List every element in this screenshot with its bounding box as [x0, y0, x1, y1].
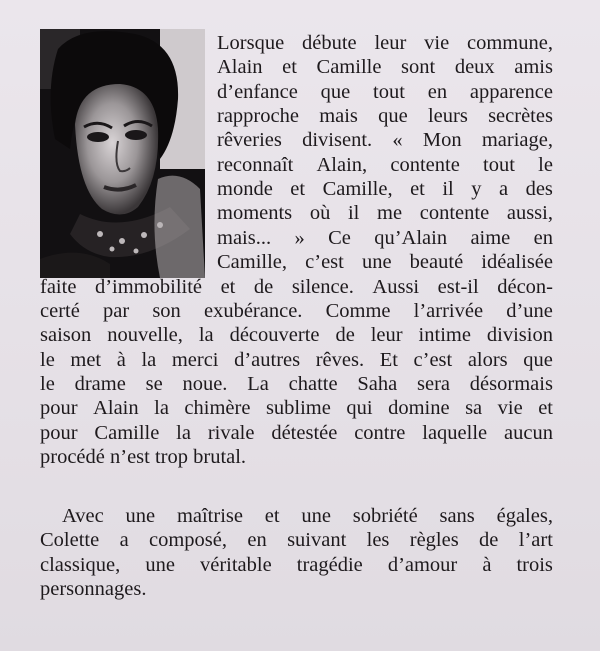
- summary-line: Avec une maîtrise et une sobriété sans égales,: [62, 505, 553, 527]
- synopsis-line: mais... » Ce qu’Alain aime en: [217, 227, 553, 249]
- synopsis-line: faite d’immobilité et de silence. Aussi est-il décon-: [40, 276, 553, 298]
- summary-line: classique, une véritable tragédie d’amour à trois: [40, 554, 553, 576]
- synopsis-line: d’enfance que tout en apparence: [217, 81, 553, 103]
- synopsis-line: certé par son exubérance. Comme l’arrivée d’une: [40, 300, 553, 322]
- synopsis-line: reconnaît Alain, contente tout le: [217, 154, 553, 176]
- synopsis-line: Lorsque débute leur vie commune,: [217, 32, 553, 54]
- author-portrait-photo: [40, 29, 205, 278]
- synopsis-line: rapproche mais que leurs secrètes: [217, 105, 553, 127]
- synopsis-line: Alain et Camille sont deux amis: [217, 56, 553, 78]
- synopsis-line: moments où il me contente aussi,: [217, 202, 553, 224]
- summary-line: personnages.: [40, 578, 147, 600]
- synopsis-line: Camille, c’est une beauté idéalisée: [217, 251, 553, 273]
- synopsis-line: monde et Camille, et il y a des: [217, 178, 553, 200]
- summary-line: Colette a composé, en suivant les règles de l’art: [40, 529, 553, 551]
- synopsis-line: pour Camille la rivale détestée contre laquelle aucun: [40, 422, 553, 444]
- synopsis-line: le drame se noue. La chatte Saha sera désormais: [40, 373, 553, 395]
- portrait-image: [40, 29, 205, 278]
- synopsis-line: pour Alain la chimère sublime qui domine sa vie et: [40, 397, 553, 419]
- synopsis-line: saison nouvelle, la découverte de leur intime division: [40, 324, 553, 346]
- synopsis-line: le met à la merci d’autres rêves. Et c’est alors que: [40, 349, 553, 371]
- synopsis-line: procédé n’est trop brutal.: [40, 446, 247, 468]
- synopsis-line: rêveries divisent. « Mon mariage,: [217, 129, 553, 151]
